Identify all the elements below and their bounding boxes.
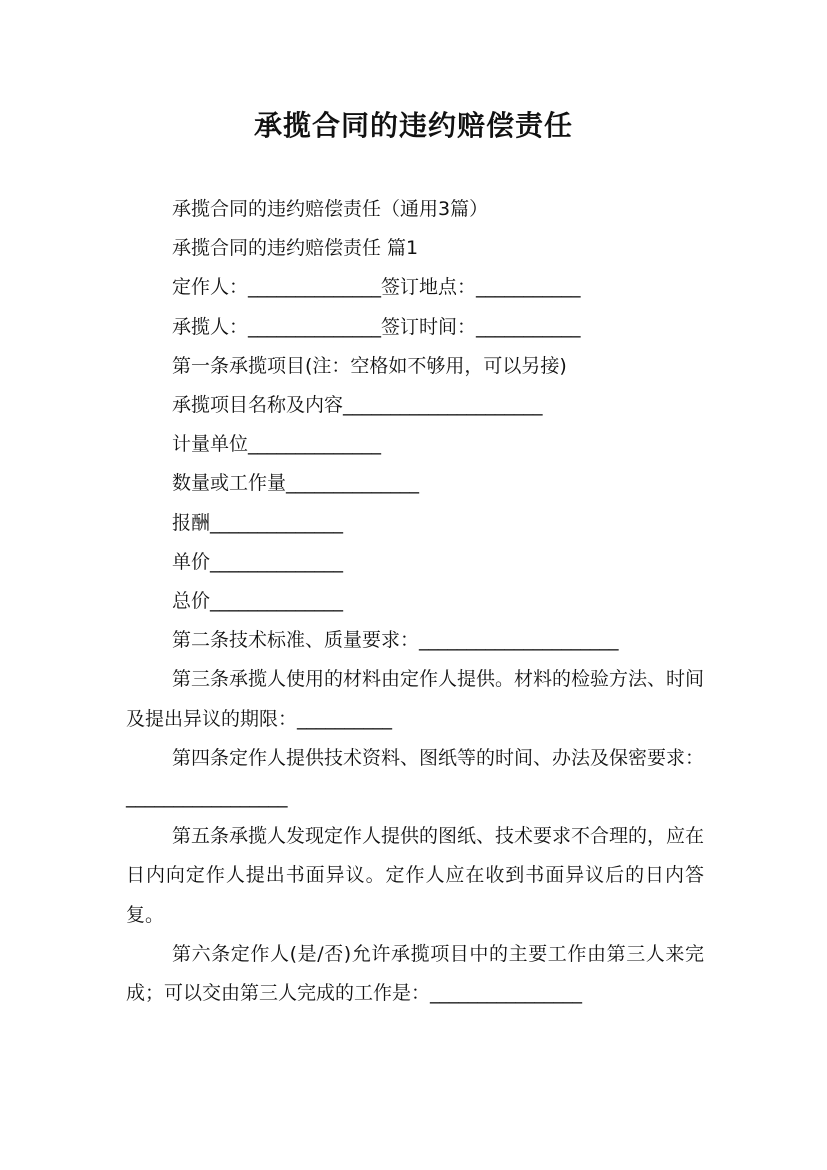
paragraph-total-price: 总价______________ — [172, 590, 344, 613]
paragraph-section-heading: 承揽合同的违约赔偿责任 篇1 — [172, 237, 419, 260]
paragraph-article-3: 第三条承揽人使用的材料由定作人提供。材料的检验方法、时间及提出异议的期限：__________ — [126, 668, 705, 730]
paragraph-article-2: 第二条技术标准、质量要求：_____________________ — [172, 629, 619, 652]
paragraph-project-name: 承揽项目名称及内容_____________________ — [172, 394, 543, 417]
paragraph-remuneration: 报酬______________ — [172, 511, 344, 534]
paragraph-contractor-signing-time: 承揽人：______________签订时间：___________ — [172, 315, 581, 338]
paragraph-article-6: 第六条定作人(是/否)允许承揽项目中的主要工作由第三人来完成；可以交由第三人完成的工作是：________________ — [126, 942, 704, 1005]
paragraph-subtitle: 承揽合同的违约赔偿责任（通用3篇） — [172, 198, 489, 220]
document-body — [126, 190, 704, 1013]
paragraph-article-5: 第五条承揽人发现定作人提供的图纸、技术要求不合理的，应在日内向定作人提出书面异议。定作人应在收到书面异议后的日内答复。 — [126, 825, 705, 926]
paragraph-unit-price: 单价______________ — [172, 550, 344, 573]
paragraph-article-1: 第一条承揽项目(注：空格如不够用，可以另接) — [172, 354, 567, 377]
document-title: 承揽合同的违约赔偿责任 — [253, 109, 573, 142]
paragraph-customer-signing-place: 定作人：______________签订地点：___________ — [172, 276, 581, 299]
paragraph-quantity: 数量或工作量______________ — [172, 472, 420, 495]
paragraph-article-4: 第四条定作人提供技术资料、图纸等的时间、办法及保密要求：_________________ — [126, 746, 705, 809]
paragraph-unit: 计量单位______________ — [172, 433, 382, 456]
